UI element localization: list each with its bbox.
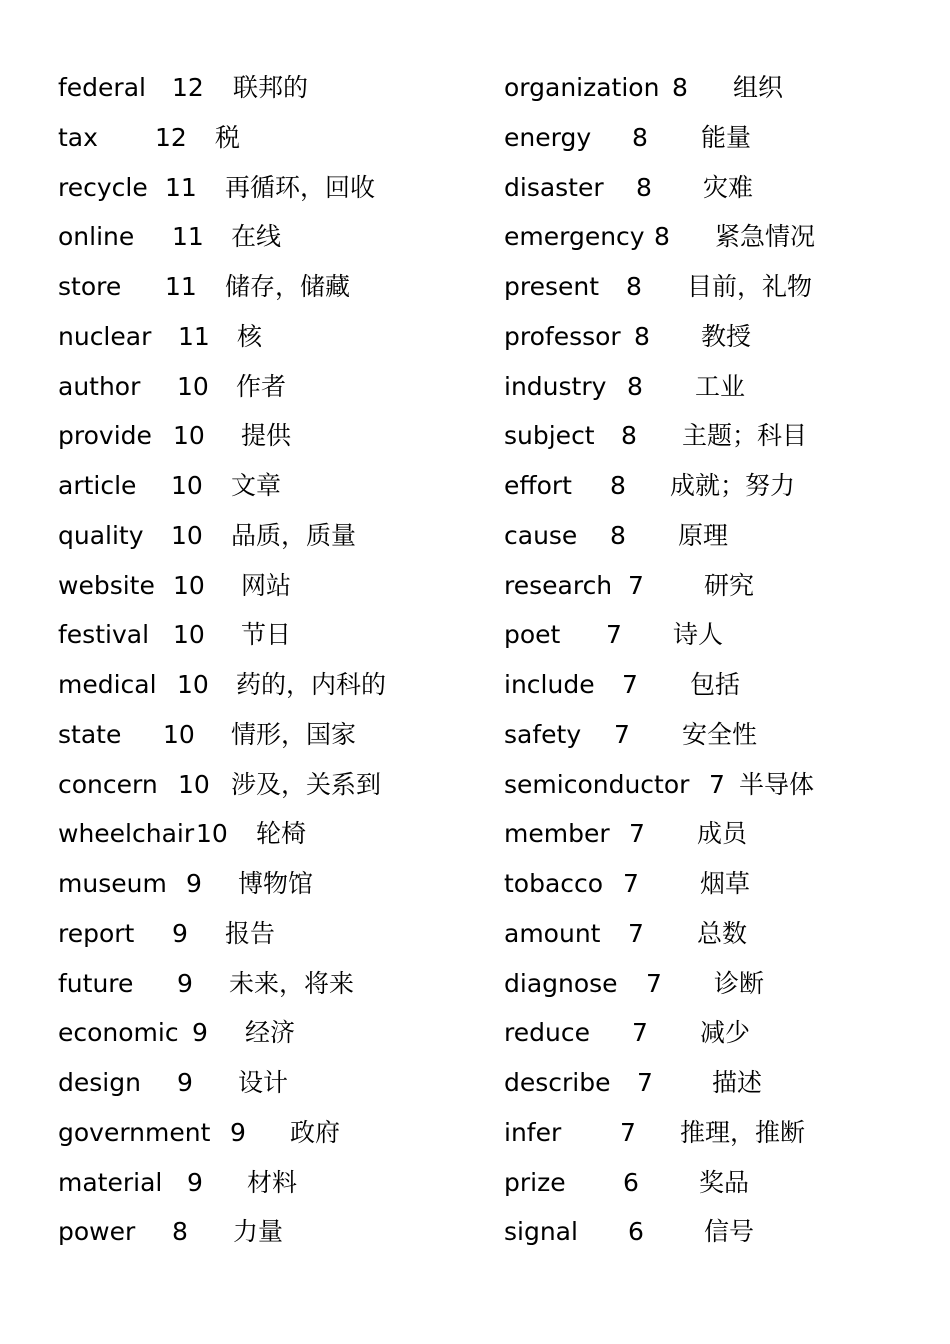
vocab-meaning: 提供 bbox=[241, 421, 292, 451]
vocab-word: prize bbox=[504, 1167, 566, 1197]
vocab-word: effort bbox=[504, 471, 572, 500]
vocab-frequency: 9 bbox=[172, 918, 188, 948]
vocab-meaning: 节日 bbox=[241, 620, 292, 650]
vocab-word: infer bbox=[504, 1117, 562, 1147]
vocab-frequency: 9 bbox=[187, 1167, 203, 1197]
vocab-frequency: 7 bbox=[622, 670, 638, 699]
vocab-frequency: 9 bbox=[177, 968, 193, 998]
vocab-meaning: 推理，推断 bbox=[680, 1117, 806, 1147]
vocab-meaning: 药的，内科的 bbox=[236, 670, 387, 699]
vocab-meaning: 目前，礼物 bbox=[687, 272, 813, 301]
vocab-meaning: 主题；科目 bbox=[682, 421, 808, 451]
vocab-frequency: 10 bbox=[177, 670, 209, 699]
vocab-meaning: 诊断 bbox=[714, 968, 765, 998]
vocab-meaning: 设计 bbox=[238, 1068, 289, 1097]
vocab-word: medical bbox=[58, 670, 157, 699]
vocab-word: semiconductor bbox=[504, 769, 690, 799]
vocab-word: signal bbox=[504, 1217, 578, 1247]
vocab-frequency: 10 bbox=[178, 769, 210, 799]
vocab-frequency: 10 bbox=[171, 520, 203, 550]
vocab-frequency: 11 bbox=[178, 321, 210, 351]
vocab-meaning: 灾难 bbox=[703, 172, 754, 202]
vocab-frequency: 7 bbox=[623, 869, 639, 898]
vocab-frequency: 8 bbox=[636, 172, 652, 202]
vocab-word: poet bbox=[504, 620, 561, 650]
vocab-word: emergency bbox=[504, 222, 645, 252]
vocab-word: nuclear bbox=[58, 321, 152, 351]
vocab-frequency: 8 bbox=[672, 73, 688, 102]
vocab-meaning: 税 bbox=[215, 122, 241, 152]
vocab-word: subject bbox=[504, 421, 595, 451]
vocab-meaning: 烟草 bbox=[700, 869, 751, 898]
vocab-meaning: 诗人 bbox=[673, 620, 724, 650]
vocab-meaning: 涉及，关系到 bbox=[231, 769, 382, 799]
vocab-word: tax bbox=[58, 122, 98, 152]
vocab-meaning: 组织 bbox=[733, 73, 784, 102]
vocab-word: present bbox=[504, 272, 600, 301]
vocab-frequency: 10 bbox=[173, 421, 205, 451]
vocab-frequency: 6 bbox=[623, 1167, 639, 1197]
vocab-frequency: 8 bbox=[172, 1217, 188, 1247]
vocab-word: online bbox=[58, 222, 135, 252]
vocab-meaning: 网站 bbox=[241, 570, 292, 600]
vocab-frequency: 7 bbox=[620, 1117, 636, 1147]
vocab-word: future bbox=[58, 968, 134, 998]
vocab-word: festival bbox=[58, 620, 150, 650]
vocab-meaning: 文章 bbox=[231, 471, 282, 500]
vocab-frequency: 9 bbox=[230, 1117, 246, 1147]
vocab-meaning: 联邦的 bbox=[233, 73, 309, 102]
vocab-meaning: 成员 bbox=[697, 819, 748, 849]
vocab-frequency: 10 bbox=[196, 819, 228, 849]
vocab-word: provide bbox=[58, 421, 152, 451]
vocab-word: design bbox=[58, 1068, 141, 1097]
vocab-word: store bbox=[58, 272, 122, 301]
vocab-word: research bbox=[504, 570, 613, 600]
vocab-meaning: 描述 bbox=[712, 1068, 763, 1097]
vocab-meaning: 储存，储藏 bbox=[225, 272, 351, 301]
vocab-meaning: 工业 bbox=[695, 371, 746, 401]
vocab-meaning: 材料 bbox=[247, 1167, 298, 1197]
vocab-word: report bbox=[58, 918, 135, 948]
vocab-frequency: 10 bbox=[171, 471, 203, 500]
vocab-meaning: 品质，质量 bbox=[231, 520, 357, 550]
vocab-meaning: 信号 bbox=[704, 1217, 755, 1247]
vocab-meaning: 成就；努力 bbox=[670, 471, 796, 500]
vocab-meaning: 半导体 bbox=[739, 769, 815, 799]
vocab-meaning: 教授 bbox=[701, 321, 752, 351]
vocab-frequency: 11 bbox=[172, 222, 204, 252]
vocab-word: industry bbox=[504, 371, 607, 401]
vocab-word: state bbox=[58, 719, 122, 749]
vocab-frequency: 10 bbox=[173, 570, 205, 600]
vocab-meaning: 减少 bbox=[700, 1018, 751, 1048]
vocab-frequency: 10 bbox=[173, 620, 205, 650]
vocab-word: recycle bbox=[58, 172, 148, 202]
vocab-word: tobacco bbox=[504, 869, 604, 898]
vocab-frequency: 10 bbox=[163, 719, 195, 749]
vocab-word: economic bbox=[58, 1018, 179, 1048]
vocab-word: concern bbox=[58, 769, 158, 799]
vocab-meaning: 研究 bbox=[704, 570, 755, 600]
vocab-word: amount bbox=[504, 918, 601, 948]
vocab-frequency: 9 bbox=[177, 1068, 193, 1097]
vocab-frequency: 8 bbox=[627, 371, 643, 401]
vocab-meaning: 轮椅 bbox=[256, 819, 307, 849]
vocab-meaning: 报告 bbox=[225, 918, 276, 948]
vocab-word: website bbox=[58, 570, 155, 600]
vocab-frequency: 7 bbox=[637, 1068, 653, 1097]
vocab-word: government bbox=[58, 1117, 211, 1147]
vocab-word: article bbox=[58, 471, 137, 500]
vocab-word: author bbox=[58, 371, 141, 401]
vocab-meaning: 作者 bbox=[236, 371, 287, 401]
vocab-meaning: 安全性 bbox=[682, 719, 758, 749]
vocab-frequency: 8 bbox=[654, 222, 670, 252]
vocab-word: wheelchair bbox=[58, 819, 195, 849]
vocab-meaning: 包括 bbox=[690, 670, 741, 699]
vocab-frequency: 8 bbox=[621, 421, 637, 451]
vocab-meaning: 核 bbox=[237, 321, 263, 351]
vocab-frequency: 7 bbox=[646, 968, 662, 998]
vocab-meaning: 经济 bbox=[245, 1018, 296, 1048]
vocab-word: energy bbox=[504, 122, 592, 152]
vocab-word: organization bbox=[504, 73, 660, 102]
vocab-meaning: 奖品 bbox=[699, 1167, 750, 1197]
vocab-meaning: 再循环，回收 bbox=[225, 172, 376, 202]
vocab-meaning: 总数 bbox=[697, 918, 748, 948]
vocab-meaning: 在线 bbox=[231, 222, 282, 252]
vocab-frequency: 12 bbox=[172, 73, 204, 102]
vocab-word: museum bbox=[58, 869, 167, 898]
vocab-frequency: 12 bbox=[155, 122, 187, 152]
vocab-word: power bbox=[58, 1217, 136, 1247]
vocab-frequency: 7 bbox=[632, 1018, 648, 1048]
vocab-word: quality bbox=[58, 520, 144, 550]
vocab-word: professor bbox=[504, 321, 621, 351]
vocab-frequency: 9 bbox=[186, 869, 202, 898]
vocab-frequency: 8 bbox=[634, 321, 650, 351]
vocab-frequency: 8 bbox=[610, 520, 626, 550]
vocab-word: material bbox=[58, 1167, 163, 1197]
vocab-frequency: 9 bbox=[192, 1018, 208, 1048]
vocab-frequency: 8 bbox=[632, 122, 648, 152]
vocab-word: reduce bbox=[504, 1018, 590, 1048]
vocab-word: cause bbox=[504, 520, 578, 550]
vocab-meaning: 紧急情况 bbox=[715, 222, 816, 252]
vocab-frequency: 7 bbox=[628, 918, 644, 948]
vocab-word: include bbox=[504, 670, 595, 699]
vocab-meaning: 力量 bbox=[233, 1217, 284, 1247]
vocab-frequency: 7 bbox=[606, 620, 622, 650]
vocab-frequency: 7 bbox=[628, 570, 644, 600]
vocab-frequency: 8 bbox=[626, 272, 642, 301]
vocab-meaning: 未来，将来 bbox=[229, 968, 355, 998]
vocab-meaning: 情形，国家 bbox=[231, 719, 357, 749]
vocab-word: safety bbox=[504, 719, 582, 749]
vocab-word: federal bbox=[58, 73, 146, 102]
vocab-word: member bbox=[504, 819, 610, 849]
vocab-word: diagnose bbox=[504, 968, 618, 998]
vocab-frequency: 6 bbox=[628, 1217, 644, 1247]
vocab-meaning: 政府 bbox=[290, 1117, 341, 1147]
vocab-word: describe bbox=[504, 1068, 611, 1097]
vocab-word: disaster bbox=[504, 172, 604, 202]
vocab-meaning: 能量 bbox=[701, 122, 752, 152]
vocab-meaning: 原理 bbox=[678, 520, 729, 550]
vocab-frequency: 7 bbox=[709, 769, 725, 799]
vocab-frequency: 7 bbox=[629, 819, 645, 849]
vocab-frequency: 11 bbox=[165, 172, 197, 202]
vocab-meaning: 博物馆 bbox=[238, 869, 314, 898]
vocab-frequency: 8 bbox=[610, 471, 626, 500]
vocab-frequency: 7 bbox=[614, 719, 630, 749]
vocab-frequency: 10 bbox=[177, 371, 209, 401]
vocab-frequency: 11 bbox=[165, 272, 197, 301]
